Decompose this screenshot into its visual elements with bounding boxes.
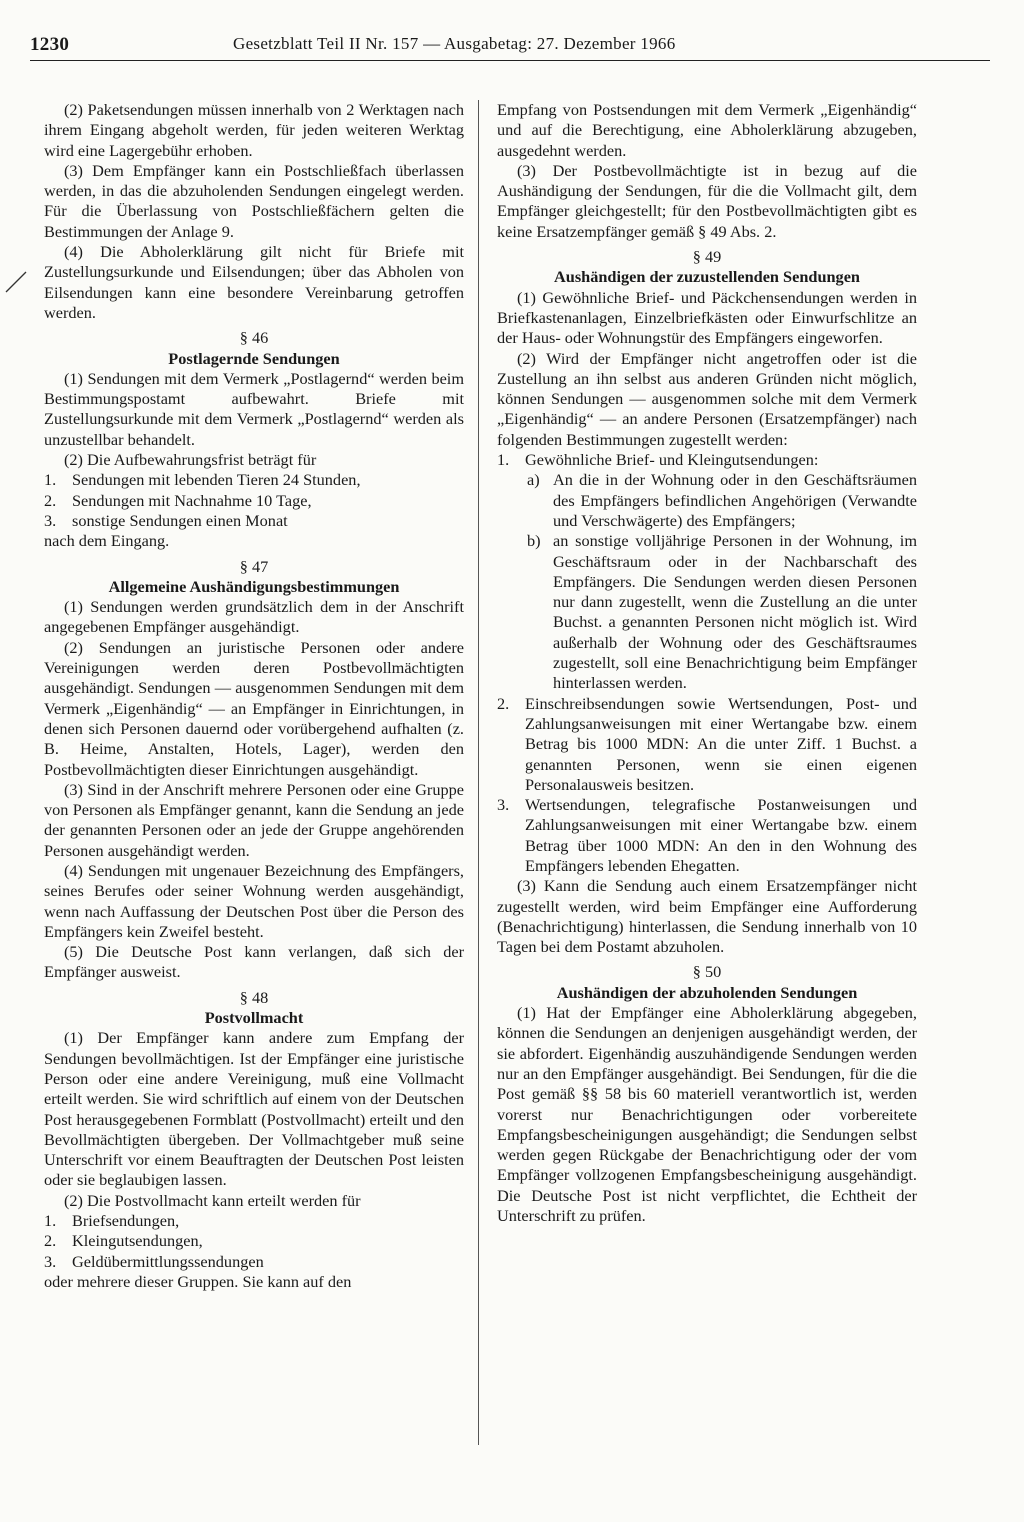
section-heading: Aushändigen der abzuholenden Sendungen xyxy=(556,982,858,1002)
paragraph: (2) Sendungen an juristische Personen oder andere Vereinigungen werden deren Postbevollmächtigten ausgehändigt. Sendungen — ausgenommen Sendungen mit dem Vermerk „Eigenhändig“ — an Empfänger in Einrichtungen, in denen sich Personen dauernd oder vorübergehend aufhalten (z. B. Heime, Anstalten, Hotels, Lager), werden den Postbevollmächtigten dieser Einrichtungen ausgehändigt. xyxy=(44,637,464,779)
list-item: 1. Gewöhnliche Brief- und Kleingutsendungen: xyxy=(497,450,819,470)
paragraph: (1) Gewöhnliche Brief- und Päckchensendungen werden in Briefkastenanlagen, Einzelbriefkästen oder Einwurfschlitze an der Haus- oder Wohnungstür des Empfängers eingeworfen. xyxy=(497,287,917,348)
section-heading: Postlagernde Sendungen xyxy=(168,348,340,368)
paragraph: (3) Kann die Sendung auch einem Ersatzempfänger nicht zugestellt werden, wird beim Empfänger eine Aufforderung (Benachrichtigung) hinterlassen, die Sendung innerhalb von 10 Tagen bei dem Postamt abzuholen. xyxy=(497,876,917,957)
paragraph: (1) Hat der Empfänger eine Abholerklärung abgegeben, können die Sendungen an denjenigen ausgehändigt werden, der sie abfordert. Eigenhändig auszuhändigende Sendungen werden nur an den Empfänger ausgehändigt. Bei Sendungen, für die die Post gemäß §§ 58 bis 60 materiell verantwortlich ist, werden vorerst nur Benachrichtigungen oder vorbereitete Empfangsbescheinigungen ausgehändigt; die Sendungen selbst werden gegen Rückgabe der Benachrichtigung oder der vom Empfänger vollzogenen Empfangsbescheinigung ausgehändigt. Die Deutsche Post ist nicht verpflichtet, die Echtheit der Unterschrift zu prüfen. xyxy=(497,1003,917,1226)
paragraph: (3) Sind in der Anschrift mehrere Personen oder eine Gruppe von Personen als Empfänger genannt, kann die Sendung an jede der genannten Personen oder an jede der Gruppe angehörenden Personen ausgehändigt werden. xyxy=(44,779,464,860)
pencil-mark-icon xyxy=(4,268,30,294)
list-item: 3. Geldübermittlungssendungen xyxy=(44,1251,264,1271)
list-item: 2. Kleingutsendungen, xyxy=(44,1231,203,1251)
right-column xyxy=(497,100,917,1226)
sub-list-item: b) an sonstige volljährige Personen in der Wohnung, im Geschäftsraum oder in der Nachbarschaft des Empfängers. Die Sendungen werden diesen Personen nur dann zugestellt, wenn die Zustellung an die unter Buchst. a genannten Personen nicht möglich ist. Wird außerhalb der Wohnung oder des Geschäftsraumes zugestellt, soll eine Benachrichtigung beim Empfänger hinterlassen werden. xyxy=(527,531,917,693)
left-column xyxy=(44,100,464,1292)
list-item: 2. Sendungen mit Nachnahme 10 Tage, xyxy=(44,490,312,510)
list-item: 3. Wertsendungen, telegrafische Postanweisungen und Zahlungsanweisungen mit einer Wertangabe bzw. einem Betrag über 1000 MDN: An den in den Wohnung des Empfängers lebenden Ehegatten. xyxy=(497,795,917,875)
paragraph: (3) Dem Empfänger kann ein Postschließfach überlassen werden, in das die abzuholenden Sendungen eingelegt werden. Für die Überlassung von Postschließfächern gelten die Bestimmungen der Anlage 9. xyxy=(44,160,464,241)
section-number: § 48 xyxy=(239,987,269,1007)
section-number: § 46 xyxy=(239,328,269,348)
paragraph: (2) Die Aufbewahrungsfrist beträgt für xyxy=(64,450,317,470)
paragraph: oder mehrere dieser Gruppen. Sie kann auf den xyxy=(44,1271,352,1291)
paragraph: (4) Die Abholerklärung gilt nicht für Briefe mit Zustellungsurkunde und Eilsendungen; über das Abholen von Eilsendungen kann eine besondere Vereinbarung getroffen werden. xyxy=(44,242,464,322)
paragraph: (1) Sendungen mit dem Vermerk „Postlagernd“ werden beim Bestimmungspostamt aufbewahrt. Briefe mit Zustellungsurkunde mit dem Vermerk „Postlagernd“ werden als unzustellbar behandelt. xyxy=(44,368,464,449)
paragraph: (5) Die Deutsche Post kann verlangen, daß sich der Empfänger ausweist. xyxy=(44,942,464,982)
header-rule xyxy=(30,60,990,61)
sub-list-item: a) An die in der Wohnung oder in den Geschäftsräumen des Empfängers befindlichen Angehörigen (Verwandte und Verschwägerte) des Empfängers; xyxy=(527,470,917,530)
paragraph: (4) Sendungen mit ungenauer Bezeichnung des Empfängers, seines Berufes oder seiner Wohnung werden ausgehändigt, wenn nach Auffassung der Deutschen Post über die Person des Empfängers kein Zweifel besteht. xyxy=(44,860,464,941)
paragraph: (1) Sendungen werden grundsätzlich dem in der Anschrift angegebenen Empfänger ausgehändigt. xyxy=(44,597,464,637)
paragraph: (2) Wird der Empfänger nicht angetroffen oder ist die Zustellung an ihn selbst aus anderen Gründen nicht möglich, können Sendungen — ausgenommen solche mit dem Vermerk „Eigenhändig“ — an andere Personen (Ersatzempfänger) nach folgenden Bestimmungen zugestellt werden: xyxy=(497,348,917,449)
page-number: 1230 xyxy=(30,34,70,55)
list-item: 1. Briefsendungen, xyxy=(44,1211,180,1231)
section-number: § 47 xyxy=(239,556,269,576)
column-divider xyxy=(478,100,479,1445)
list-item: 1. Sendungen mit lebenden Tieren 24 Stunden, xyxy=(44,470,361,490)
section-heading: Aushändigen der zuzustellenden Sendungen xyxy=(554,267,860,287)
paragraph: nach dem Eingang. xyxy=(44,531,170,551)
paragraph: (2) Paketsendungen müssen innerhalb von 2 Werktagen nach ihrem Eingang abgeholt werden, für jeden weiteren Werktag wird eine Lagergebühr erhoben. xyxy=(44,100,464,160)
paragraph: (1) Der Empfänger kann andere zum Empfang der Sendungen bevollmächtigen. Ist der Empfänger eine juristische Person oder eine andere Vereinigung, muß eine Vollmacht erteilt werden. Sie wird schriftlich auf einem von der Deutschen Post herausgegebenen Formblatt (Postvollmacht) erteilt und den Bevollmächtigten übergeben. Der Vollmachtgeber muß seine Unterschrift vor einem Beauftragten der Deutschen Post leisten oder sie beglaubigen lassen. xyxy=(44,1028,464,1190)
page-header xyxy=(30,34,990,64)
section-heading: Postvollmacht xyxy=(204,1008,304,1028)
list-item: 3. sonstige Sendungen einen Monat xyxy=(44,510,288,530)
running-title: Gesetzblatt Teil II Nr. 157 — Ausgabetag: 27. Dezember 1966 xyxy=(233,34,676,53)
paragraph: (2) Die Postvollmacht kann erteilt werden für xyxy=(64,1190,361,1210)
paragraph: (3) Der Postbevollmächtigte ist in bezug auf die Aushändigung der Sendungen, für die die Vollmacht gilt, dem Empfänger gleichgestellt; für den Postbevollmächtigten gibt es keine Ersatzempfänger gemäß § 49 Abs. 2. xyxy=(497,160,917,241)
section-number: § 50 xyxy=(692,962,722,982)
paragraph: Empfang von Postsendungen mit dem Vermerk „Eigenhändig“ und auf die Berechtigung, eine Abholerklärung abzugeben, ausgedehnt werden. xyxy=(497,100,917,160)
section-number: § 49 xyxy=(692,247,722,267)
list-item: 2. Einschreibsendungen sowie Wertsendungen, Post- und Zahlungsanweisungen mit einer Wertangabe bzw. einem Betrag bis 1000 MDN: An die unter Ziff. 1 Buchst. a genannten Personen, wenn sie einen eigenen Personalausweis besitzen. xyxy=(497,693,917,794)
section-heading: Allgemeine Aushändigungsbestimmungen xyxy=(108,576,400,596)
